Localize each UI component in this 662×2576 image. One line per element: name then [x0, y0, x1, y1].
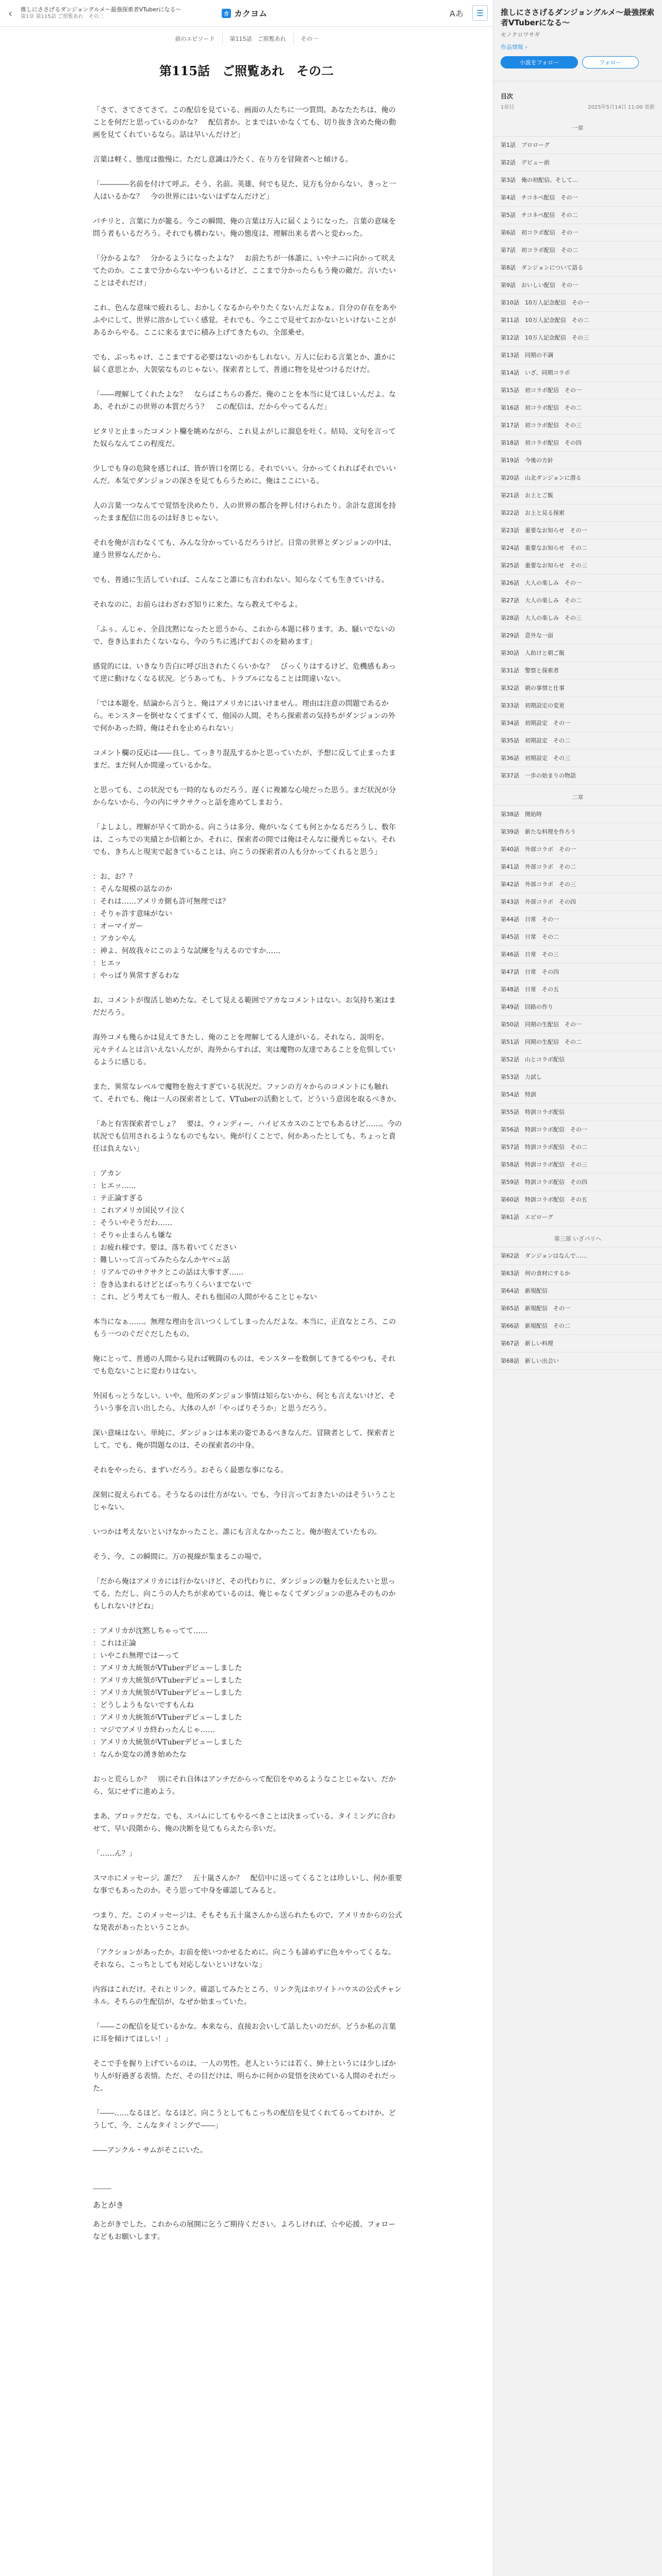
toc-episode-item[interactable]: 第37話 一歩の始まりの物語 [493, 767, 662, 785]
episode-paragraph: 深刻に捉えられてる。そうなるのは仕方がない。でも、今日言っておきたいのはそういうことじゃない。 [93, 1491, 396, 1512]
toc-episode-item[interactable]: 第52話 山とコラボ配信 [493, 1051, 662, 1069]
episode-paragraph: これ、色んな意味で疲れるし、おかしくなるからやりたくないんだよなぁ。自分の存在をあやふやにして、世界に溶かしていく感覚。それでも、今ここで見せておかないといけないことがあるからやる。ここに来るまでに積み上げてきたもの、全部乗せ。 [93, 304, 396, 337]
episode-paragraph: おっと荒らしか？ 別にそれ自体はアンチだからって配信をやめるようなことじゃない。だから、気にせずに進めよう。 [93, 1775, 396, 1796]
kakuyomu-logo-icon: カ [222, 9, 231, 18]
episode-paragraph: ：アカン ：ヒエッ…… ：テ正論すぎる ：これアメリカ国民ワイ泣く ：そういやそうだわ…… ：そりゃ止まらんも嫌な ：お疲れ様です。要は、落ち着いてください ：難しいって言ってみたらなんかヤベェ話 ：リアルでのサクサクとこの話は大事すぎ…… ：巻き込まれるけどとばっちりくらいまでないで ：これ、どう考えても一般人、それも他国の人間がやることじゃない [93, 1170, 317, 1301]
work-info-link[interactable]: 作品情報 › [501, 43, 527, 50]
toc-episode-item[interactable]: 第23話 重要なお知らせ その一 [493, 522, 662, 539]
toc-episode-item[interactable]: 第51話 同期の生配信 その二 [493, 1033, 662, 1051]
toc-episode-item[interactable]: 第38話 開始時 [493, 806, 662, 823]
toc-episode-item[interactable]: 第13話 同期の不調 [493, 347, 662, 364]
episode-paragraph: 感覚的には、いきなり告白に呼び出されたくらいかな？ びっくりはするけど、危機感もあって逆に動けなくなる状況。どうあっても、トラブルになることは間違いない。 [93, 663, 396, 683]
episode-paragraph: 海外コメも幾らかは見えてきたし、俺のことを理解してる人達がいる。それなら、説明を。元々テイムとは言いえないんだが、海外からすれば、実は魔物の友達であることを危惧しているように感じる。 [93, 1033, 396, 1066]
toc-episode-item[interactable]: 第50話 同期の生配信 その一 [493, 1016, 662, 1033]
toc-episode-item[interactable]: 第9話 おいしい配信 その一 [493, 277, 662, 294]
logo-text: カクヨム [234, 9, 268, 19]
toc-episode-item[interactable]: 第42話 外部コラボ その三 [493, 876, 662, 893]
toc-episode-item[interactable]: 第27話 大人の楽しみ その二 [493, 592, 662, 609]
toc-episode-item[interactable]: 第8話 ダンジョンについて語る [493, 259, 662, 277]
episode-paragraph: パチリと、言葉に力が籠る。今この瞬間、俺の言葉は万人に届くようになった。言葉の意味を問う者もいるだろう。それでも構わない。俺の態度は、理解出来る者へと変わった。 [93, 217, 396, 238]
toc-episode-item[interactable]: 第58話 特訓コラボ配信 その三 [493, 1156, 662, 1174]
follow-work-button[interactable]: 小説をフォロー [501, 56, 578, 69]
episode-paragraph: 「――――名前を付けて呼ぶ。そう、名前。英雄、何でも見た、見方も分からない、きっと一人はいるかな？ 今の世界にはいないはずなんだけど」 [93, 180, 396, 201]
toc-episode-item[interactable]: 第29話 意外な一面 [493, 627, 662, 645]
toc-episode-item[interactable]: 第46話 日常 その三 [493, 946, 662, 963]
toc-episode-item[interactable]: 第30話 人助けと朝ご飯 [493, 645, 662, 662]
toc-episode-item[interactable]: 第17話 初コラボ配信 その三 [493, 417, 662, 434]
episode-paragraph: そう、今、この瞬間に。万の視線が集まるこの場で。 [93, 1553, 266, 1561]
toc-episode-item[interactable]: 第11話 10万人記念配信 その二 [493, 312, 662, 329]
toc-episode-item[interactable]: 第65話 新規配信 その一 [493, 1300, 662, 1317]
toc-episode-item[interactable]: 第68話 新しい出会い [493, 1352, 662, 1370]
toc-episode-item[interactable]: 第21話 お上とご飯 [493, 487, 662, 504]
episode-paragraph: それを俺が言わなくても、みんな分かっているだろうけど。日常の世界とダンジョンの中は、違う世界なんだから。 [93, 539, 396, 560]
toc-episode-item[interactable]: 第6話 初コラボ配信 その一 [493, 224, 662, 242]
episode-paragraph: つまり、だ。このメッセージは、そもそも五十嵐さんから送られたもので、アメリカからの公式な発表があったということか。 [93, 1911, 402, 1932]
toc-episode-item[interactable]: 第34話 初期設定 その一 [493, 715, 662, 732]
episode-paragraph: 「……ん？」 [93, 1850, 136, 1858]
toc-episode-item[interactable]: 第61話 エピローグ [493, 1209, 662, 1226]
toc-episode-item[interactable]: 第4話 チコネペ配信 その一 [493, 189, 662, 207]
site-logo[interactable] [222, 7, 267, 19]
toc-episode-item[interactable]: 第63話 何の食材にするか [493, 1265, 662, 1282]
toc-episode-item[interactable]: 第31話 警察と探索者 [493, 662, 662, 680]
toc-episode-item[interactable]: 第67話 新しい料理 [493, 1335, 662, 1352]
episode-paragraph: 「――……なるほど。なるほど。向こうとしてもこっちの配信を見てくれてるってわけか。どうして、今、こんなタイミングで――」 [93, 2109, 396, 2130]
episode-paragraph: 外国もっとうなしい。いや、他所のダンジョン事情は知らないから、何とも言えないけど、そういう事を言い出したら、大体の人が「やっぱりそうか」と思うだろう。 [93, 1392, 396, 1413]
prev-episode-link[interactable]: 前のエピソード [175, 36, 215, 42]
back-button[interactable] [0, 0, 21, 27]
chevron-left-icon: ‹ [8, 7, 12, 20]
episode-paragraph: 俺にとって、普通の人間から見れば戦闘のものは、モンスターを数倒してきてるやつも、それでも危ないことに変わりはない。 [93, 1355, 396, 1376]
toc-label: 目次 [501, 92, 514, 100]
toc-episode-item[interactable]: 第18話 初コラボ配信 その四 [493, 434, 662, 452]
afterword-text: あとがきでした。これからの展開に乞うご期待ください。よろしければ、☆や応援、フォローなどもお願いします。 [93, 2221, 396, 2241]
toc-episode-item[interactable]: 第15話 初コラボ配信 その一 [493, 382, 662, 399]
follow-author-button[interactable]: フォロー [582, 56, 639, 69]
toc-episode-item[interactable]: 第62話 ダンジョンはなんで…… [493, 1247, 662, 1265]
episode-paragraph: お、コメントが復活し始めたな。そして見える範囲でアカなコメントはない。お気持ち案はまだだろう。 [93, 996, 396, 1017]
toc-section-header: 二章 [493, 785, 662, 806]
toc-episode-item[interactable]: 第43話 外部コラボ その四 [493, 893, 662, 911]
toc-episode-item[interactable]: 第54話 特訓 [493, 1086, 662, 1104]
episode-body [93, 104, 402, 2243]
toc-episode-item[interactable]: 第48話 日常 その五 [493, 981, 662, 998]
episode-paragraph: 「――理解してくれたよな？ ならばこちらの番だ。俺のことを本当に見てほしいんだよ。なあ、それがこの世界の本質だろう？ この配信は、だからやってるんだ」 [93, 391, 396, 411]
episode-paragraph: と思っても、この状況でも一時的なものだろう。遅くに複雑な心境だった思う。まだ状況が分からないから、今の内にサクサクっと話を進めてしまおう。 [93, 786, 396, 807]
header-breadcrumb: 第1章 第115話 ご照覧あれ その二 [21, 14, 104, 20]
sidebar-author[interactable]: モノクロワサギ [501, 31, 540, 38]
episode-paragraph: ：お、お？？ ：そんな規模の話なのか ：それは……アメリカ側も許可無理では？ ：そりゃ許す意味がない ：オーマイガー ：アカンやん ：神よ、何故我々にこのような試練を与えるのですか…… ：ヒエッ ：やっぱり異常すぎるわな [93, 873, 280, 980]
episode-paragraph: 「分かるよな？ 分かるようになったよな？ お前たちが一体誰に、いやナニに向かって吠えてたのか。ここまで分からないやつもいるけど、ここまで分かったらもう俺の敵だ。言いたいことはそれだけ」 [93, 255, 396, 287]
toc-episode-item[interactable]: 第45話 日常 その二 [493, 928, 662, 946]
episode-paragraph: 「アクションがあったか。お前を使いつかせるために。向こうも諦めずに色々やってくるな。それなら、こっちとしても対応しないといけないな」 [93, 1948, 396, 1969]
episode-paragraph: ：アメリカが沈黙しちゃってて…… ：これは正論 ：いやこれ無理ではーって ：アメリカ大統領がVTuberデビューしました ：アメリカ大統領がVTuberデビューしました ：アメリカ大統領がVTuberデビューしました ：どうしようもないですもんね ：アメリカ大統領がVTuberデビューしました ：マジでアメリカ終わったんじゃ…… ：アメリカ大統領がVTuberデビューしました ：なんか変なの湧き始めたな [93, 1627, 242, 1759]
menu-button[interactable] [472, 5, 488, 21]
episode-paragraphs [93, 104, 402, 2157]
toc-episode-item[interactable]: 第60話 特訓コラボ配信 その五 [493, 1191, 662, 1209]
episode-paragraph: いつかは考えないといけなかったこと。誰にも言えなかったこと。俺が抱えていたもの。 [93, 1528, 382, 1536]
toc-episode-item[interactable]: 第44話 日常 その一 [493, 911, 662, 928]
header-work-title[interactable]: 推しにささげるダンジョングルメ〜最強探索者VTuberになる〜 [21, 6, 181, 13]
episode-paragraph: 内容はこれだけ。それとリンク。確認してみたところ、リンク先はホワイトハウスの公式チャンネル。そちらの生配信が、なぜか始まっていた。 [93, 1986, 402, 2006]
episode-paragraph: 深い意味はない。単純に、ダンジョンは本来の姿であるべきなんだ。冒険者として、探索者として。でも、俺が問題なのは、その探索者の中身。 [93, 1429, 396, 1450]
toc-episode-item[interactable]: 第26話 大人の楽しみ その一 [493, 574, 662, 592]
toc-episode-item[interactable]: 第7話 初コラボ配信 その二 [493, 242, 662, 259]
episode-paragraph: それなのに、お前らはわざわざ知りに来た。なら教えてやるよ。 [93, 601, 302, 609]
episode-paragraph: 「ふぅ。んじゃ、全員沈黙になったと思うから、これから本題に移ります。あ、騒いでないので、巻き込まれたくないなら、今のうちに逃げておくのを勧めます」 [93, 625, 395, 646]
episode-paragraph: 本当になぁ……。無理な理由を言いつくしてしまったんだよな。本当に、正直なところ、このもう一つのぐだぐだしたもの。 [93, 1318, 396, 1338]
toc-episode-item[interactable]: 第66話 新規配信 その二 [493, 1317, 662, 1335]
episode-paragraph: また、異常なレベルで魔物を抱えすぎている状況だ。ファンの方々からのコメントにも触れて、それでも、俺は一人の探索者として、VTuberの活動として。どういう意図を取るべきか。 [93, 1083, 401, 1104]
toc-section-header: 第三部 いざパリへ [493, 1226, 662, 1247]
sidebar-header [493, 0, 662, 74]
episode-paragraph: 「――この配信を見ているかな。本来なら、直接お会いして話したいのだが。どうか私の言葉に耳を傾けてほしい！」 [93, 2023, 396, 2043]
episode-title: 第115話 ご照覧あれ その二 [159, 63, 334, 78]
font-size-button[interactable]: Aあ [450, 9, 464, 19]
episode-paragraph: でも、ぶっちゃけ、ここまでする必要はないのかもしれない。万人に伝わる言葉とか、誰かに届く意思とか、大袈裟なものじゃない。探索者として、普通に物を見せつけるだけだ。 [93, 353, 396, 374]
toc-episode-item[interactable]: 第55話 特訓コラボ配信 [493, 1104, 662, 1121]
toc-list [493, 115, 662, 1370]
episode-paragraph: コメント欄の反応は――良し。てっきり混乱するかと思っていたが、予想に反して止まったままだ。まだ何人か間違っているかな。 [93, 749, 396, 770]
toc-episode-item[interactable]: 第59話 特訓コラボ配信 その四 [493, 1174, 662, 1191]
toc-episode-item[interactable]: 第14話 いざ、同期コラボ [493, 364, 662, 382]
episode-paragraph: 人の言葉一つなんてで覚悟を決めたり、人の世界の都合を押し付けられたり。余計な意図を持ったまま配信に出るのは好きじゃない。 [93, 502, 396, 522]
toc-episode-item[interactable]: 第25話 重要なお知らせ その三 [493, 557, 662, 574]
toc-episode-item[interactable]: 第28話 大人の楽しみ その三 [493, 609, 662, 627]
follow-buttons [501, 56, 655, 69]
episode-paragraph: スマホにメッセージ。誰だ？ 五十嵐さんか？ 配信中に送ってくることは珍しいし、何か重要な事でもあったのか。そう思って中身を確認してみると。 [93, 1874, 402, 1895]
toc-episode-item[interactable]: 第57話 特訓コラボ配信 その二 [493, 1139, 662, 1156]
toc-episode-item[interactable]: 第5話 チコネペ配信 その二 [493, 207, 662, 224]
sidebar-work-title[interactable]: 推しにささげるダンジョングルメ〜最強探索者VTuberになる〜 [501, 8, 655, 28]
episode-main [0, 27, 493, 2576]
toc-episode-item[interactable]: 第41話 外部コラボ その二 [493, 858, 662, 876]
toc-episode-item[interactable]: 第47話 日常 その四 [493, 963, 662, 981]
episode-paragraph: ――アンクル・サムがそこにいた。 [93, 2146, 208, 2155]
toc-section-header: 一章 [493, 115, 662, 137]
toc-episode-item[interactable]: 第36話 初期設定 その三 [493, 750, 662, 767]
episode-paragraph: 「あと有害探索者でしょ？ 要は、ウィンディー、ハイビスカスのことでもあるけど……。今の状況でも信用されるようなものでもない。俺が行くことで、何かあったとしても、ちょっと責任は負えない」 [93, 1120, 402, 1153]
episode-paragraph: それをやったら、まずいだろう。おそらく最悪な事になる。 [93, 1466, 288, 1475]
episode-paragraph: 「さて、さてさてさて。この配信を見ている、画面の人たちに一つ質問。あなたたちは、俺のことを何だと思っているのかな？ 配信者か。とまではいかなくても、切り抜き含めた俺の動画を見てくれているなら。話は早いんだけど」 [93, 106, 396, 139]
toc-episode-item[interactable]: 第20話 山北ダンジョンに潜る [493, 469, 662, 487]
toc-episode-item[interactable]: 第39話 新たな料理を作ろう [493, 823, 662, 841]
menu-icon: ☰ [476, 8, 484, 18]
top-bar [0, 0, 493, 27]
toc-episode-item[interactable]: 第33話 初期設定の変更 [493, 697, 662, 715]
toc-episode-item[interactable]: 第40話 外部コラボ その一 [493, 841, 662, 858]
toc-meta-left: 1章目 [501, 104, 515, 110]
episode-paragraph: でも、普通に生活していれば、こんなこと誰にも言われない。知らなくても生きていける。 [93, 576, 389, 584]
toc-episode-item[interactable]: 第22話 お上と見る探索 [493, 504, 662, 522]
episode-nav [0, 33, 493, 44]
toc-episode-item[interactable]: 第24話 重要なお知らせ その二 [493, 539, 662, 557]
episode-paragraph: そこで手を握り上げているのは、一人の男性。老人というには若く、紳士というには少しばかり人が好過ぎる表情。ただ、その目だけは、明らかに何かの覚悟を決めている人間のそれだった。 [93, 2060, 396, 2093]
toc-episode-item[interactable]: 第10話 10万人記念配信 その一 [493, 294, 662, 312]
toc-episode-item[interactable]: 第56話 特訓コラボ配信 その一 [493, 1121, 662, 1139]
episode-paragraph: 「だから俺はアメリカには行かないけど、その代わりに、ダンジョンの魅力を伝えたいと思ってる。ただし、向こうの人たちが求めているのは、俺じゃなくてダンジョンの恵みそのものかもしれないけどね」 [93, 1578, 396, 1611]
toc-episode-item[interactable]: 第64話 新規配信 [493, 1282, 662, 1300]
header-titles [21, 6, 227, 21]
episode-paragraph: まあ、ブロックだな。でも、スパムにしてもやるべきことは決まっている。タイミングに合わせて、早い段階から、俺の決断を見てもらえたら幸いだ。 [93, 1812, 395, 1833]
toc-episode-item[interactable]: 第16話 初コラボ配信 その二 [493, 399, 662, 417]
afterword-separator: ――― [93, 2185, 111, 2192]
toc-episode-item[interactable]: 第12話 10万人記念配信 その三 [493, 329, 662, 347]
episode-paragraph: 少しでも身の危険を感じれば、皆が皆口を閉じる。それでいい。分かってくれればそれでいいんだ。本気でダンジョンの深さを見てもらうために、俺はここにいる。 [93, 465, 396, 485]
toc-episode-item[interactable]: 第1話 プロローグ [493, 137, 662, 154]
toc-episode-item[interactable]: 第3話 俺の初配信。そして… [493, 172, 662, 189]
current-episode-link[interactable]: 第115話 ご照覧あれ [222, 33, 293, 44]
toc-episode-item[interactable]: 第19話 今後の方針 [493, 452, 662, 469]
toc-episode-item[interactable]: 第2話 デビュー前 [493, 154, 662, 172]
toc-episode-item[interactable]: 第35話 初期設定 その二 [493, 732, 662, 750]
episode-paragraph: 「よしよし、理解が早くて助かる。向こうは多分、俺がいなくても何とかなるだろうし、数年は、こっちでの実績とか信頼とか。それに、探索者の間では俺はそんなに優秀じゃない。それでも、きちんと現実で起きていることは、向こうの探索者の人も分かってくれると思う」 [93, 823, 396, 856]
toc-updated: 2025年5月14日 11:00 更新 [588, 104, 655, 110]
toc-sidebar [493, 0, 662, 2576]
toc-episode-item[interactable]: 第53話 力試し [493, 1069, 662, 1086]
episode-paragraph: ビタリと止まったコメント欄を眺めながら、これ見よがしに溜息を吐く。結局、文句を言ってた奴らなんてこの程度だ。 [93, 428, 396, 448]
episode-paragraph: 「では本題を。結論から言うと、俺はアメリカにはいけません。理由は注意の問題であるから。モンスターを倒せなくてまずくて、他国の人間、そちら探索者の気持ちがダンジョンの外で何かあった時、俺はそれを止められない」 [93, 700, 395, 733]
toc-episode-item[interactable]: 第32話 朝の事情と仕事 [493, 680, 662, 697]
toc-meta [493, 103, 662, 115]
afterword-label: あとがき [93, 2200, 124, 2210]
next-episode-link[interactable]: その一 [293, 33, 325, 44]
episode-paragraph: 言葉は軽く、態度は傲慢に。ただし意識は冷たく、在り方を冒険者へと傾ける。 [93, 156, 353, 164]
toc-episode-item[interactable]: 第49話 回路の作り [493, 998, 662, 1016]
